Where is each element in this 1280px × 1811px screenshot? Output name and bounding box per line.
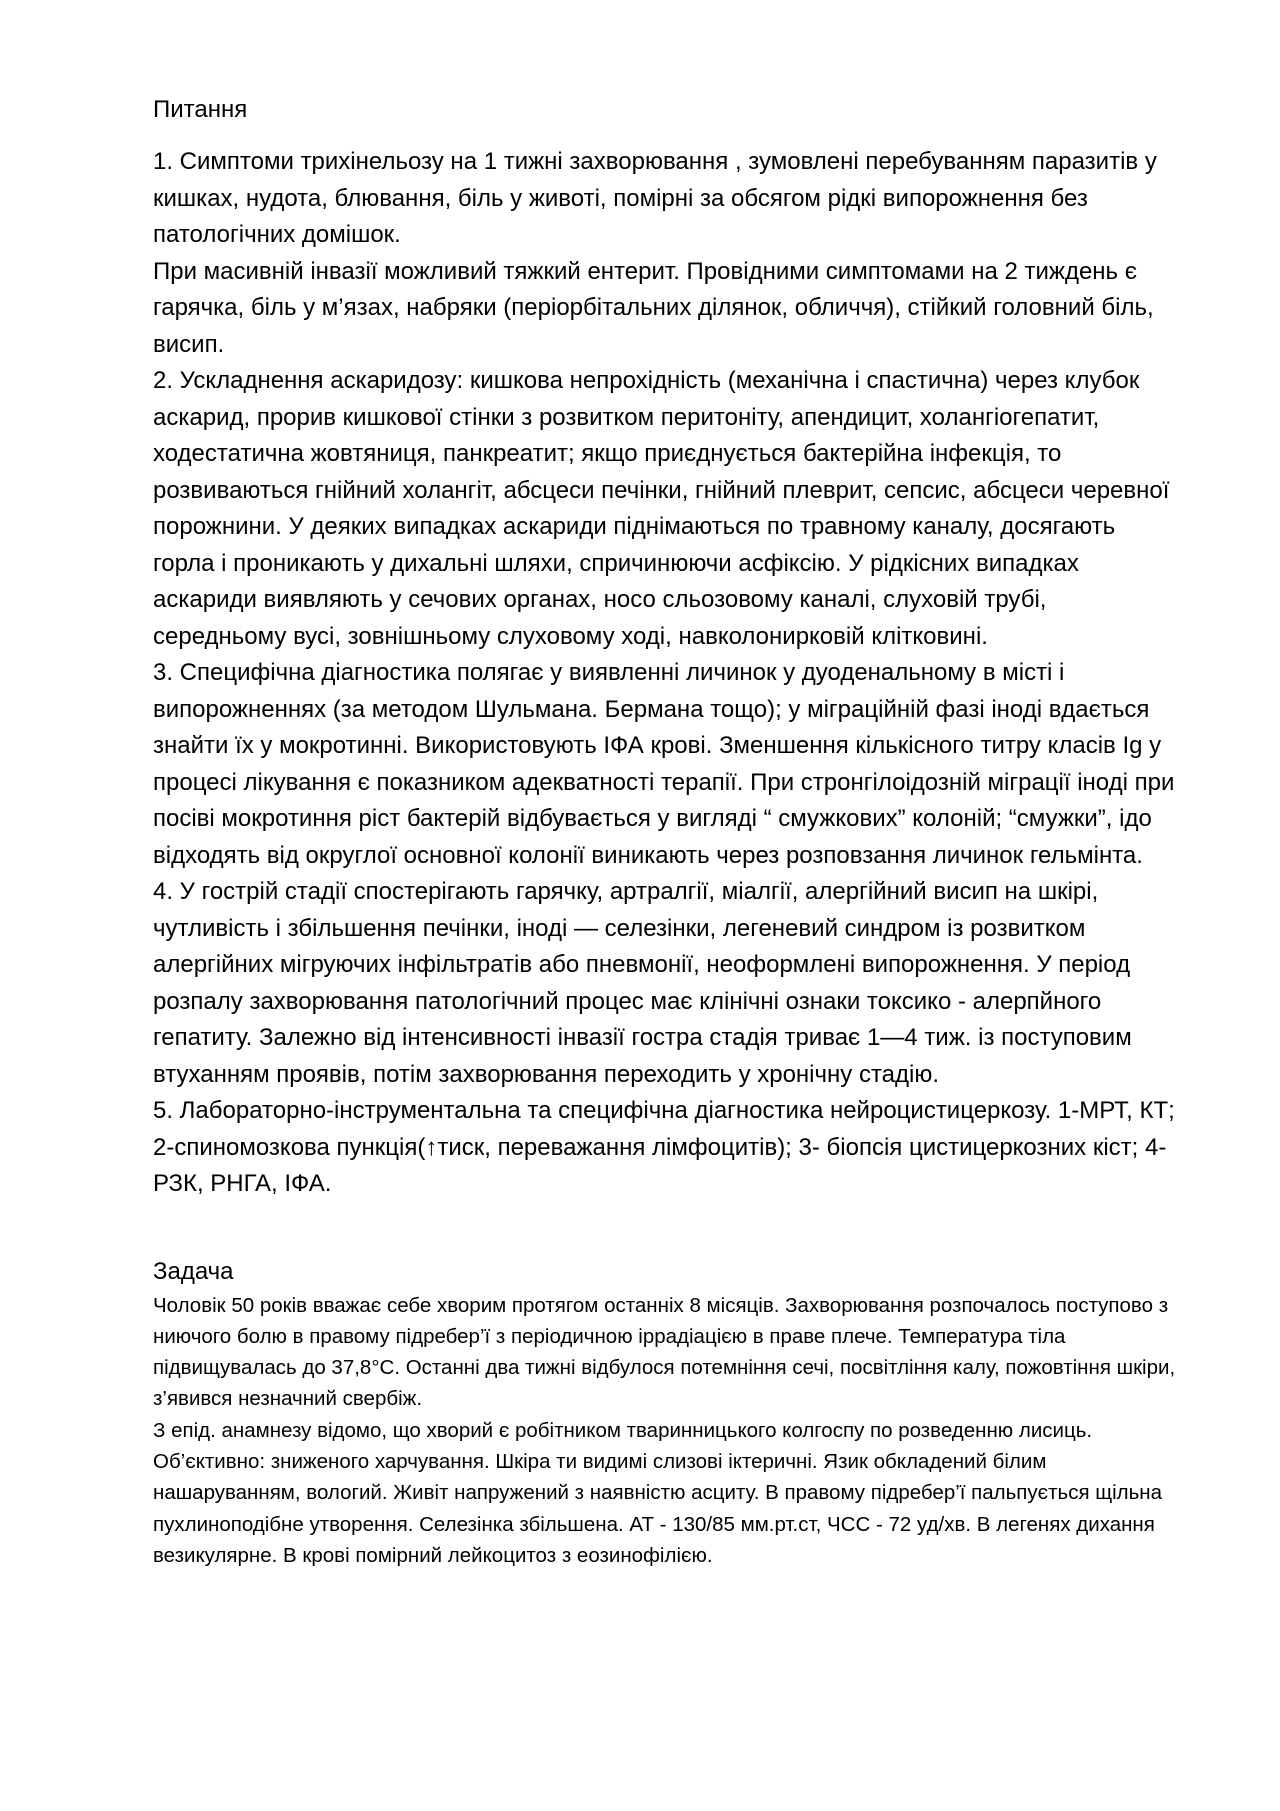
- question-1-paragraph: 1. Симптоми трихінельозу на 1 тижні захворювання , зумовлені перебуванням паразитів у кишках, нудота, блювання, біль у животі, помірні за обсягом рідкі випорожнення без патологічних домішок.: [153, 148, 1157, 248]
- questions-section: [153, 144, 1180, 1203]
- questions-heading: Питання: [153, 96, 248, 123]
- question-3-paragraph: 3. Специфічна діагностика полягає у виявленні личинок у дуоденальному в місті і випорожненнях (за методом Шульмана. Бермана тощо); у міграційній фазі іноді вдається знайти їх у мокротинні. Використовують ІФА крові. Зменшення кількісного титру класів Ig у процесі лікування є показником адекватності терапії. При стронгілоідозній міграції іноді при посіві мокротиння ріст бактерій відбувається у вигляді “ смужкових” колоній; “смужки”, ідо відходять від округлої основної колонії виникають через розповзання личинок гельмінта.: [153, 659, 1175, 869]
- task-objective-paragraph: Об’єктивно: зниженого харчування. Шкіра ти видимі слизові іктеричні. Язик обкладений білим нашаруванням, вологий. Живіт напружений з наявністю асциту. В правому підребер’ї пальпується щільна пухлиноподібне утворення. Селезінка збільшена. АТ - 130/85 мм.рт.ст, ЧСС - 72 уд/хв. В легенях дихання везикулярне. В крові помірний лейкоцитоз з еозинофілією.: [153, 1449, 1163, 1567]
- question-4-paragraph: 4. У гострій стадії спостерігають гарячку, артралгії, міалгії, алергійний висип на шкірі, чутливість і збільшення печінки, іноді — селезінки, легеневий синдром із розвитком алергійних мігруючих інфільтратів або пневмонії, неоформлені випорожнення. У період розпалу захворювання патологічний процес має клінічні ознаки токсико - алерпйного гепатиту. Залежно від інтенсивності інвазії гостра стадія триває 1—4 тиж. із поступовим втуханням проявів, потім захворювання переходить у хронічну стадію.: [153, 878, 1132, 1088]
- task-epid-history-paragraph: З епід. анамнезу відомо, що хворий є робітником тваринницького колгоспу по розведенню лисиць.: [153, 1418, 1093, 1442]
- question-5-paragraph: 5. Лабораторно-інструментальна та специфічна діагностика нейроцистицеркозу. 1-МРТ, КТ; 2-спиномозкова пункція(↑тиск, переважання лімфоцитів); 3- біопсія цистицеркозних кіст; 4- РЗК, РНГА, ІФА.: [153, 1097, 1175, 1197]
- question-1-continuation-paragraph: При масивній інвазії можливий тяжкий ентерит. Провідними симптомами на 2 тиждень є гарячка, біль у м’язах, набряки (періорбітальних ділянок, обличчя), стійкий головний біль, висип.: [153, 257, 1154, 358]
- task-section: [153, 1290, 1180, 1572]
- task-heading: Задача: [153, 1257, 234, 1285]
- task-complaints-paragraph: Чоловік 50 років вважає себе хворим протягом останніх 8 місяців. Захворювання розпочалось поступово з ниючого болю в правому підребер’ї з періодичною іррадіацією в праве плече. Температура тіла підвищувалась до 37,8°С. Останні два тижні відбулося потемніння сечі, посвітління калу, пожовтіння шкіри, з’явився незначний свербіж.: [153, 1293, 1176, 1411]
- question-2-paragraph: 2. Ускладнення аскаридозу: кишкова непрохідність (механічна і спастична) через клубок аскарид, прорив кишкової стінки з розвитком перитоніту, апендицит, холангіогепатит, ходестатична жовтяниця, панкреатит; якщо приєднується бактерійна інфекція, то розвиваються гнійний холангіт, абсцеси печінки, гнійний плеврит, сепсис, абсцеси черевної порожнини. У деяких випадках аскариди піднімаються по травному каналу, досягають горла і проникають у дихальні шляхи, спричинюючи асфіксію. У рідкісних випадках аскариди виявляють у сечових органах, носо сльозовому каналі, слуховій трубі, середньому вусі, зовнішньому слуховому ході, навколонирковій клітковині.: [153, 367, 1170, 650]
